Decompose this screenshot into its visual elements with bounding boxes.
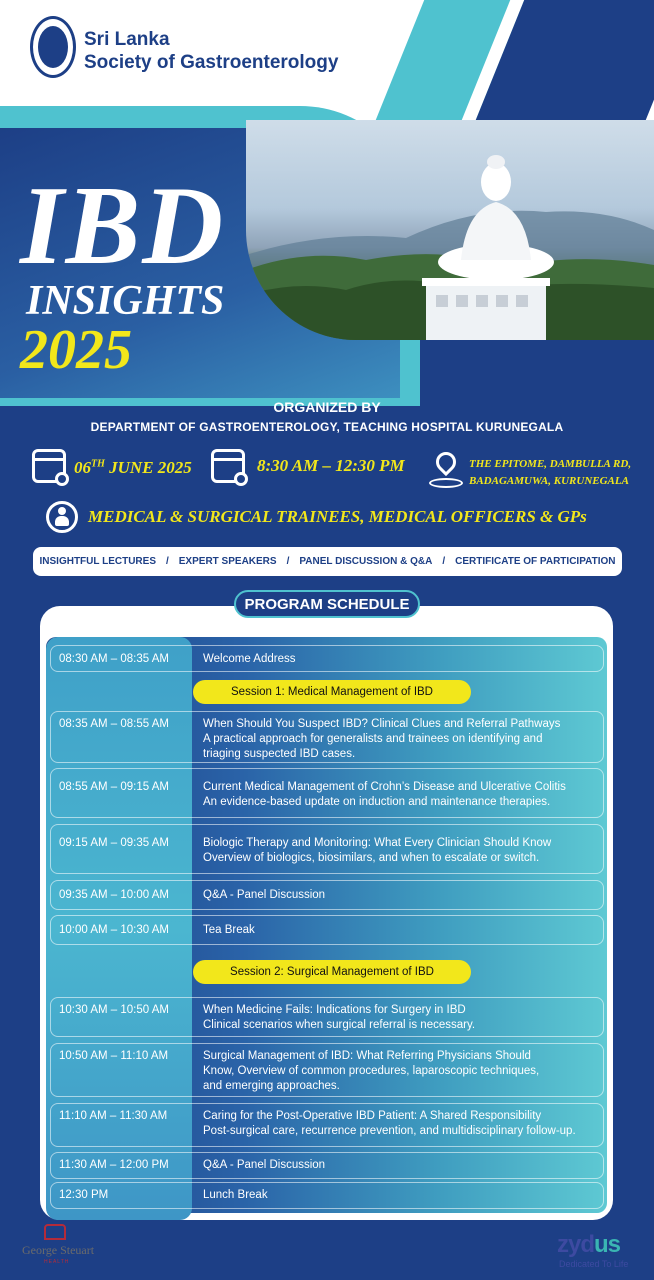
- row-line: and emerging approaches.: [203, 1080, 340, 1092]
- society-logo-emblem: [38, 26, 68, 68]
- schedule-title: PROGRAM SCHEDULE: [234, 590, 420, 618]
- row-title: Tea Break: [203, 924, 255, 936]
- hero-title-ibd: IBD: [20, 164, 226, 288]
- row-line: Post-surgical care, recurrence prevention, and multidisciplinary follow-up.: [203, 1125, 576, 1137]
- row-line: Clinical scenarios when surgical referral is necessary.: [203, 1019, 476, 1031]
- schedule-row: [50, 768, 604, 818]
- event-venue: [469, 456, 631, 490]
- event-date-suffix: TH: [91, 458, 105, 470]
- row-line: Surgical Management of IBD: What Referring Physicians Should: [203, 1050, 531, 1062]
- calendar-clock-icon: [211, 449, 245, 483]
- sponsor-zydus-tagline: Dedicated To Life: [559, 1259, 629, 1269]
- sponsor-zydus-logo: [557, 1231, 620, 1259]
- row-title: Q&A - Panel Discussion: [203, 1159, 326, 1171]
- george-steuart-crest-icon: [44, 1224, 66, 1240]
- row-time: 08:30 AM – 08:35 AM: [59, 653, 169, 665]
- schedule-row: [50, 997, 604, 1037]
- row-line: Current Medical Management of Crohn’s Disease and Ulcerative Colitis: [203, 781, 566, 793]
- row-time: 10:50 AM – 11:10 AM: [59, 1050, 169, 1062]
- sponsor-george-steuart: George Steuart: [22, 1243, 95, 1257]
- buddha-statue-illustration: [246, 120, 654, 340]
- zydus-logo-part1: zyd: [557, 1231, 595, 1258]
- feature-lectures: INSIGHTFUL LECTURES: [39, 556, 156, 567]
- features-bar: [33, 547, 622, 576]
- schedule-row: [50, 1152, 604, 1179]
- row-time: 12:30 PM: [59, 1189, 109, 1201]
- row-time: 09:15 AM – 09:35 AM: [59, 837, 169, 849]
- row-title: Welcome Address: [203, 653, 296, 665]
- location-pin-base: [429, 478, 463, 488]
- schedule-row: [50, 880, 604, 910]
- target-audience: MEDICAL & SURGICAL TRAINEES, MEDICAL OFFICERS & GPs: [88, 507, 587, 526]
- feature-panel: PANEL DISCUSSION & Q&A: [299, 556, 433, 567]
- feature-separator: /: [165, 556, 169, 567]
- feature-separator: /: [442, 556, 446, 567]
- event-date: [74, 458, 192, 478]
- row-time: 10:30 AM – 10:50 AM: [59, 1004, 169, 1016]
- session-1-label: Session 1: Medical Management of IBD: [193, 680, 471, 704]
- event-time: 8:30 AM – 12:30 PM: [257, 456, 405, 475]
- row-line: Know, Overview of common procedures, laparoscopic techniques,: [203, 1065, 540, 1077]
- row-description: [203, 836, 599, 866]
- venue-line1: THE EPITOME, DAMBULLA RD,: [469, 458, 632, 470]
- audience-icon-head: [58, 507, 66, 515]
- row-description: [203, 717, 599, 762]
- organizer-name: DEPARTMENT OF GASTROENTEROLOGY, TEACHING HOSPITAL KURUNEGALA: [90, 420, 564, 434]
- session-2-label: Session 2: Surgical Management of IBD: [193, 960, 471, 984]
- venue-line2: BADAGAMUWA, KURUNEGALA: [469, 475, 629, 488]
- feature-separator: /: [286, 556, 290, 567]
- row-description: [203, 1003, 599, 1033]
- schedule-row: [50, 824, 604, 874]
- row-time: 11:30 AM – 12:00 PM: [59, 1159, 169, 1171]
- schedule-row: [50, 711, 604, 763]
- row-line: A practical approach for generalists and trainees on identifying and: [203, 733, 543, 745]
- buddha-statue-photo: [246, 120, 654, 340]
- row-line: An evidence-based update on induction and maintenance therapies.: [203, 796, 551, 808]
- row-line: When Medicine Fails: Indications for Surgery in IBD: [203, 1004, 466, 1016]
- row-description: [203, 1109, 599, 1139]
- row-line: triaging suspected IBD cases.: [203, 748, 356, 760]
- row-description: [203, 1049, 599, 1094]
- schedule-row: [50, 1043, 604, 1097]
- zydus-logo-part2: us: [594, 1231, 621, 1258]
- sponsor-george-steuart-sub: HEALTH: [44, 1259, 70, 1265]
- row-line: Caring for the Post-Operative IBD Patient: A Shared Responsibility: [203, 1110, 542, 1122]
- society-name-line1: Sri Lanka: [84, 29, 170, 50]
- row-title: Lunch Break: [203, 1189, 268, 1201]
- calendar-icon: [32, 449, 66, 483]
- row-time: 10:00 AM – 10:30 AM: [59, 924, 169, 936]
- event-date-rest: JUNE 2025: [104, 458, 192, 477]
- hero-title-insights: INSIGHTS: [26, 278, 225, 324]
- feature-speakers: EXPERT SPEAKERS: [178, 556, 277, 567]
- row-time: 11:10 AM – 11:30 AM: [59, 1110, 168, 1122]
- schedule-row: [50, 1182, 604, 1209]
- row-line: Overview of biologics, biosimilars, and when to escalate or switch.: [203, 852, 540, 864]
- row-line: Biologic Therapy and Monitoring: What Every Clinician Should Know: [203, 837, 552, 849]
- society-name-line2: Society of Gastroenterology: [84, 52, 339, 73]
- location-pin-icon: [432, 448, 460, 476]
- audience-icon-body: [55, 516, 69, 526]
- hero-year: 2025: [20, 319, 132, 381]
- organized-by-label: ORGANIZED BY: [273, 399, 381, 415]
- row-line: When Should You Suspect IBD? Clinical Clues and Referral Pathways: [203, 718, 561, 730]
- row-description: [203, 780, 599, 810]
- feature-certificate: CERTIFICATE OF PARTICIPATION: [455, 556, 616, 567]
- schedule-row: [50, 645, 604, 672]
- row-time: 09:35 AM – 10:00 AM: [59, 889, 169, 901]
- row-time: 08:55 AM – 09:15 AM: [59, 781, 169, 793]
- row-title: Q&A - Panel Discussion: [203, 889, 326, 901]
- event-date-day: 06: [74, 458, 91, 477]
- schedule-row: [50, 915, 604, 945]
- row-time: 08:35 AM – 08:55 AM: [59, 718, 169, 730]
- schedule-row: [50, 1103, 604, 1147]
